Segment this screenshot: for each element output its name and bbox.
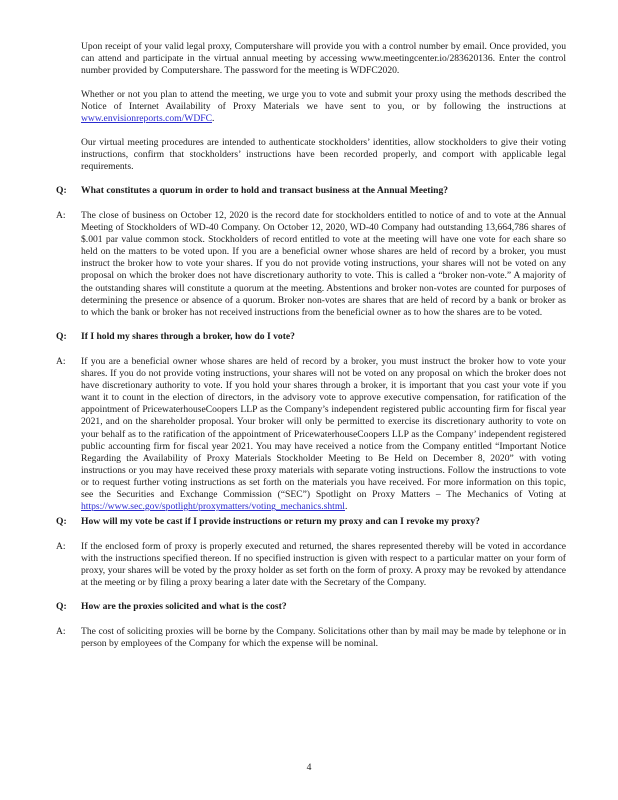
answer-label: A: (56, 541, 66, 552)
page-number: 4 (306, 762, 312, 773)
question-text: How are the proxies solicited and what is the cost? (81, 601, 287, 612)
intro-paragraph-2-text: Whether or not you plan to attend the meeting, we urge you to vote and submit your proxy using the methods described the Notice of Internet Availability of Proxy Materials we have sent to you, or by following the instructions at (81, 89, 566, 113)
question-broker-vote (56, 331, 566, 343)
answer-label: A: (56, 356, 66, 367)
envisionreports-link[interactable]: www.envisionreports.com/WDFC (81, 113, 213, 125)
answer-text: If the enclosed form of proxy is properly executed and returned, the shares represented thereby will be voted in accordance with the instructions specified thereon. If no specified instruction is given with respect to a particular matter on your form of proxy, your shares will be voted by the proxy holder as set forth on the form of proxy. A proxy may be revoked by attendance at the meeting or by filing a proxy bearing a later date with the Secretary of the Company. (81, 541, 566, 589)
intro-paragraph-1-text: Upon receipt of your valid legal proxy, Computershare will provide you with a control number by email. Once provided, you can attend and participate in the virtual annual meeting by accessing www.meetingcenter.io/283620136. Enter the control number provided by Computershare. The password for the meeting is WDFC2020. (81, 41, 566, 77)
answer-label: A: (56, 626, 66, 637)
question-text: What constitutes a quorum in order to hold and transact business at the Annual Meeting? (81, 185, 449, 196)
answer-text: The close of business on October 12, 2020 is the record date for stockholders entitled to notice of and to vote at the Annual Meeting of Stockholders of WD-40 Company. On October 12, 2020, WD-40 Company had outstanding 13,664,786 shares of $.001 par value common stock. Stockholders of record entitled to vote at the meeting will have one vote for each share so held on the matters to be voted upon. If you are a beneficial owner whose shares are held of record by a broker, you must instruct the broker how to vote your shares. If you do not provide voting instructions, your shares will not be voted on any proposal on which the broker does not have discretionary authority to vote. This is called a “broker non-vote.” A majority of the outstanding shares will constitute a quorum at the meeting. Abstentions and broker non-votes are counted for purposes of determining the presence or absence of a quorum. Broker non-votes are shares that are held of record by a bank or broker as to which the bank or broker has not received instructions from the beneficial owner as to how the shares are to be voted. (81, 210, 566, 318)
intro-paragraph-3-text: Our virtual meeting procedures are intended to authenticate stockholders’ identities, allow stockholders to give their voting instructions, confirm that stockholders’ instructions have been recorded properly, and comport with applicable legal requirements. (81, 137, 566, 173)
answer-body (81, 356, 566, 513)
question-label: Q: (56, 516, 67, 527)
answer-text: The cost of soliciting proxies will be borne by the Company. Solicitations other than by mail may be made by telephone or in person by employees of the Company for which the expense will be nominal. (81, 626, 566, 650)
question-label: Q: (56, 185, 67, 196)
answer-broker-vote (56, 356, 566, 513)
intro-paragraph-virtual-procedures (81, 137, 566, 173)
question-label: Q: (56, 601, 67, 612)
answer-end: . (344, 501, 348, 513)
answer-label: A: (56, 210, 66, 221)
question-quorum (56, 185, 566, 197)
answer-text: If you are a beneficial owner whose shares are held of record by a broker, you must instruct the broker how to vote your shares. If you do not provide voting instructions, your shares will not be voted on any proposal on which the broker does not have discretionary authority to vote. If you hold your shares through a broker, it is important that you cast your vote if you want it to count in the election of directors, in the advisory vote to approve executive compensation, for ratification of the appointment of PricewaterhouseCoopers LLP as the Company’s independent registered public accounting firm for fiscal year 2021, and on the shareholder proposal. Your broker will only be permitted to exercise its discretionary authority to vote on your behalf as to the ratification of the appointment of PricewaterhouseCoopers LLP as the Company’ independent registered public accounting firm for fiscal year 2021. You may have received a notice from the Company entitled “Important Notice Regarding the Availability of Proxy Materials Stockholder Meeting to Be Held on December 8, 2020” with voting instructions or you may have received these proxy materials with separate voting instructions. Follow the instructions to vote or to request further voting instructions as set forth on the materials you have received. For more information on this topic, see the Securities and Exchange Commission (“SEC”) Spotlight on Proxy Matters – The Mechanics of Voting at (81, 356, 566, 501)
answer-vote-cast-revoke (56, 541, 566, 589)
intro-paragraph-2-end: . (212, 113, 215, 125)
intro-paragraph-vote-urge (81, 89, 566, 125)
question-vote-cast-revoke (56, 516, 566, 528)
question-label: Q: (56, 331, 67, 342)
sec-voting-mechanics-link[interactable]: https://www.sec.gov/spotlight/proxymatters/voting_mechanics.shtml (81, 501, 345, 513)
question-proxy-solicitation-cost (56, 601, 566, 613)
answer-proxy-solicitation-cost (56, 626, 566, 650)
intro-paragraph-legal-proxy (81, 41, 566, 77)
question-text: How will my vote be cast if I provide instructions or return my proxy and can I revoke my proxy? (81, 516, 480, 527)
question-text: If I hold my shares through a broker, how do I vote? (81, 331, 295, 342)
answer-quorum (56, 210, 566, 319)
